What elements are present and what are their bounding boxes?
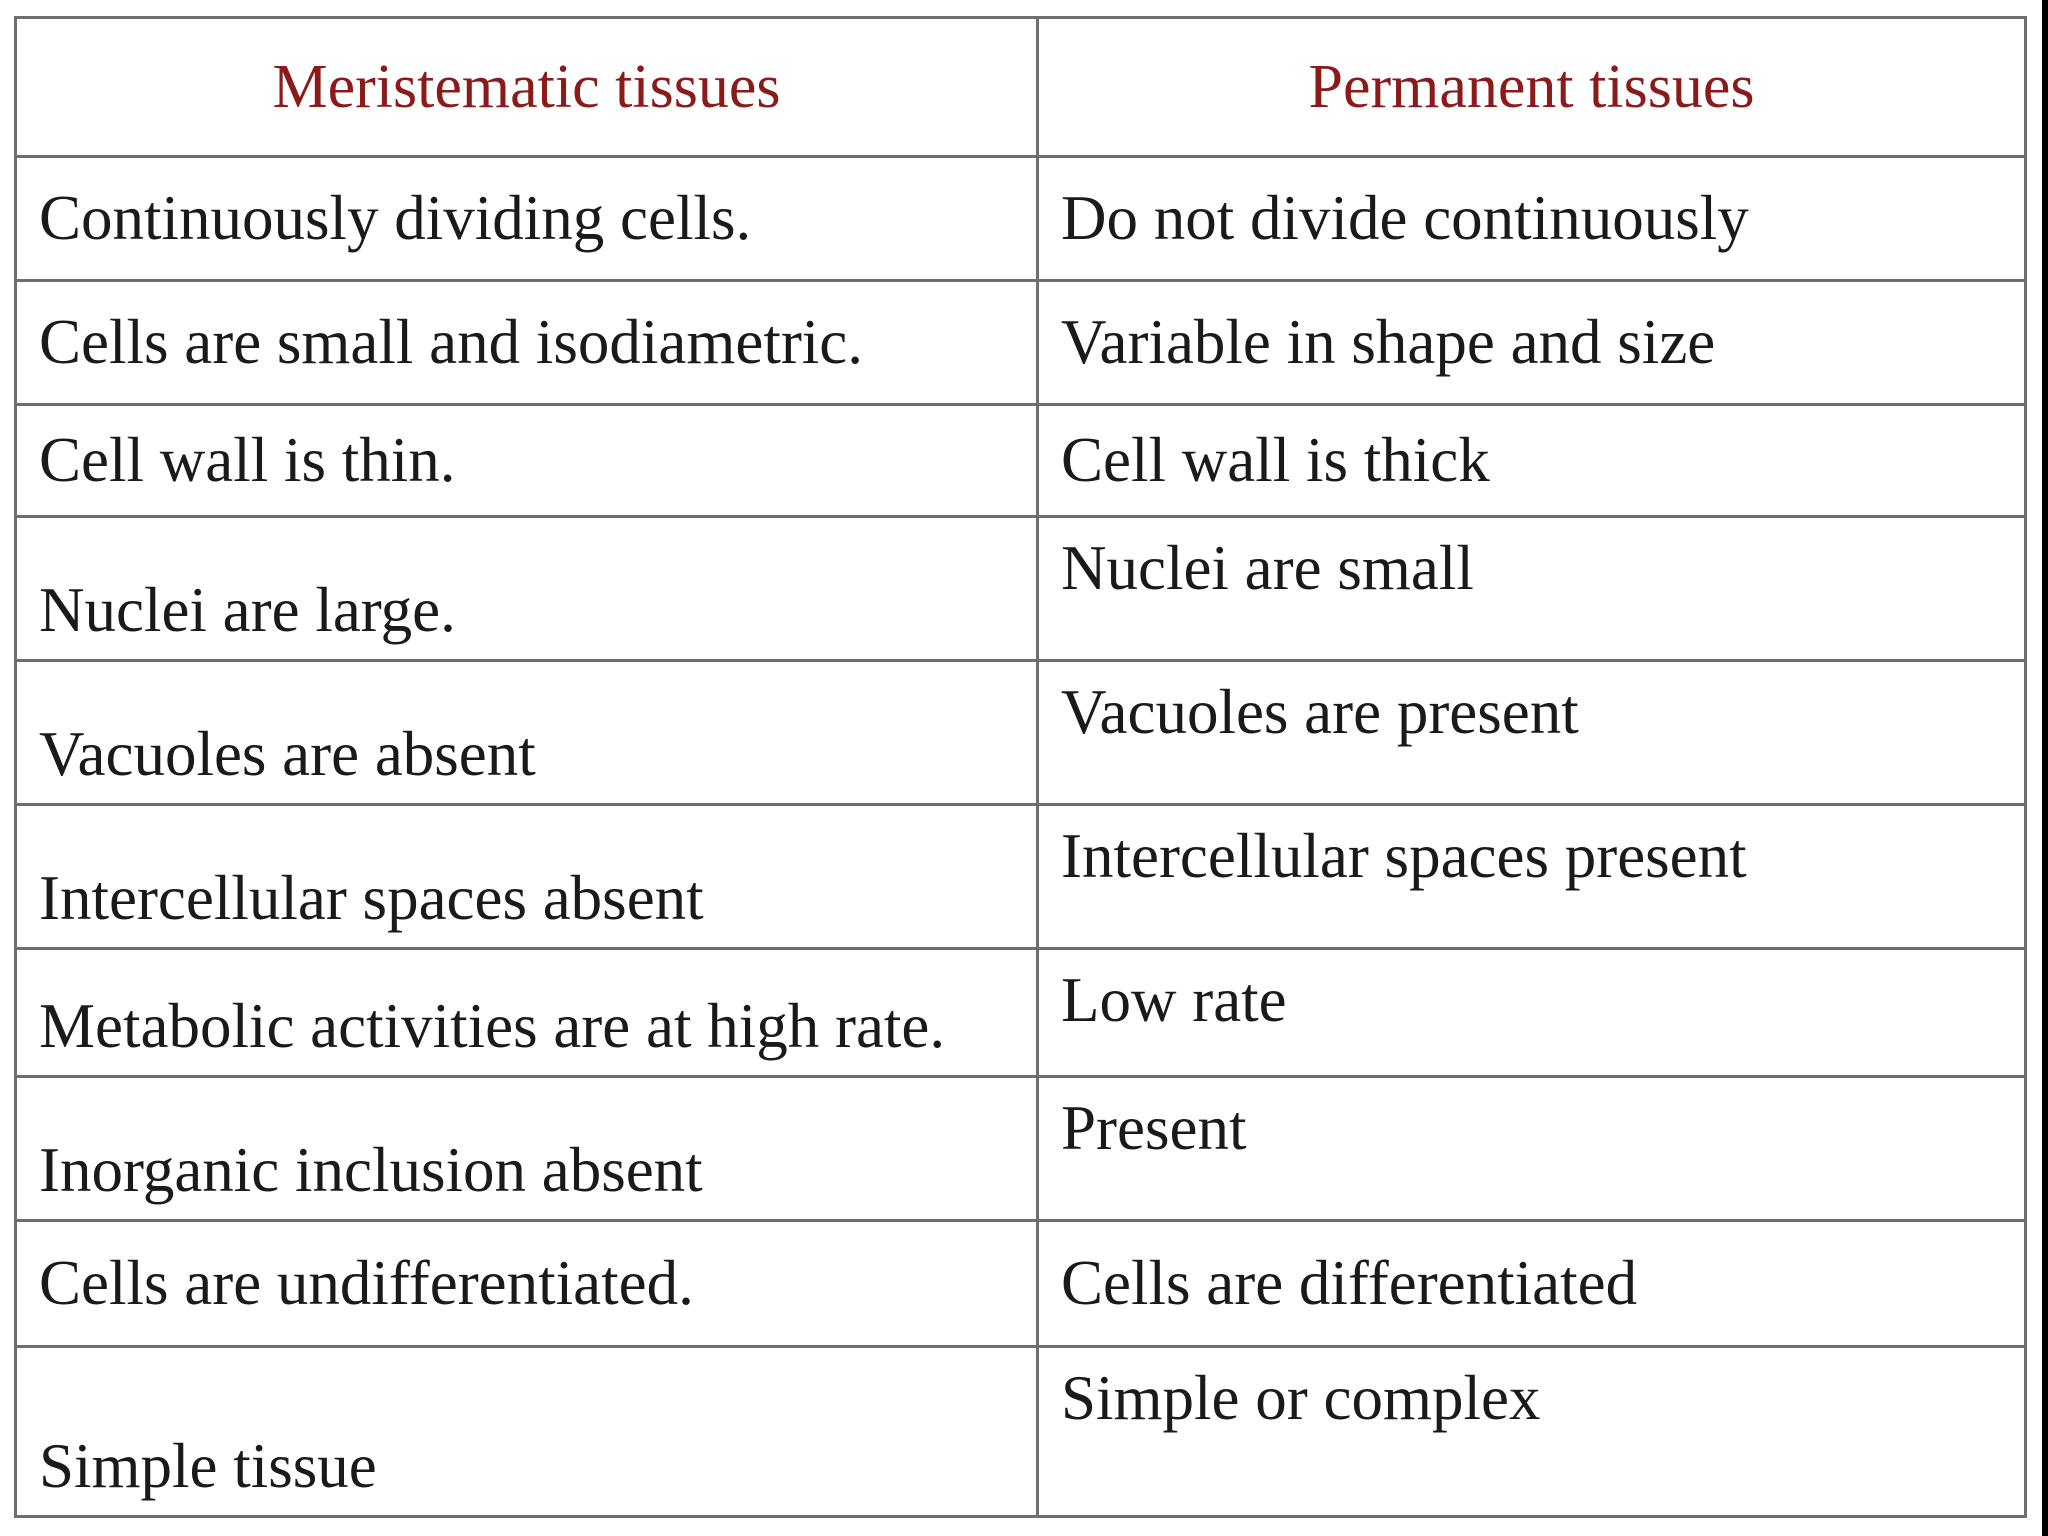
table-row: [16, 157, 2026, 281]
header-permanent: Permanent tissues: [1038, 18, 2026, 157]
permanent-cell: Present: [1038, 1077, 2026, 1221]
meristematic-cell: Metabolic activities are at high rate.: [16, 949, 1038, 1077]
permanent-cell: Nuclei are small: [1038, 517, 2026, 661]
table-row: [16, 949, 2026, 1077]
meristematic-cell: Continuously dividing cells.: [16, 157, 1038, 281]
permanent-cell: Simple or complex: [1038, 1347, 2026, 1517]
permanent-cell: Vacuoles are present: [1038, 661, 2026, 805]
table-row: [16, 405, 2026, 517]
permanent-cell: Intercellular spaces present: [1038, 805, 2026, 949]
meristematic-cell: Nuclei are large.: [16, 517, 1038, 661]
table-row: [16, 517, 2026, 661]
meristematic-cell: Inorganic inclusion absent: [16, 1077, 1038, 1221]
comparison-table-container: [14, 16, 2024, 1516]
meristematic-cell: Cells are small and isodiametric.: [16, 281, 1038, 405]
table-row: [16, 281, 2026, 405]
permanent-cell: Do not divide continuously: [1038, 157, 2026, 281]
meristematic-cell: Intercellular spaces absent: [16, 805, 1038, 949]
table-row: [16, 1077, 2026, 1221]
table-header-row: [16, 18, 2026, 157]
meristematic-cell: Cells are undifferentiated.: [16, 1221, 1038, 1347]
permanent-cell: Low rate: [1038, 949, 2026, 1077]
header-meristematic: Meristematic tissues: [16, 18, 1038, 157]
permanent-cell: Cells are differentiated: [1038, 1221, 2026, 1347]
permanent-cell: Cell wall is thick: [1038, 405, 2026, 517]
table-row: [16, 805, 2026, 949]
table-row: [16, 1347, 2026, 1517]
table-row: [16, 1221, 2026, 1347]
right-edge-border: [2042, 0, 2048, 1536]
table-row: [16, 661, 2026, 805]
comparison-table: [14, 16, 2027, 1518]
meristematic-cell: Vacuoles are absent: [16, 661, 1038, 805]
meristematic-cell: Cell wall is thin.: [16, 405, 1038, 517]
permanent-cell: Variable in shape and size: [1038, 281, 2026, 405]
meristematic-cell: Simple tissue: [16, 1347, 1038, 1517]
